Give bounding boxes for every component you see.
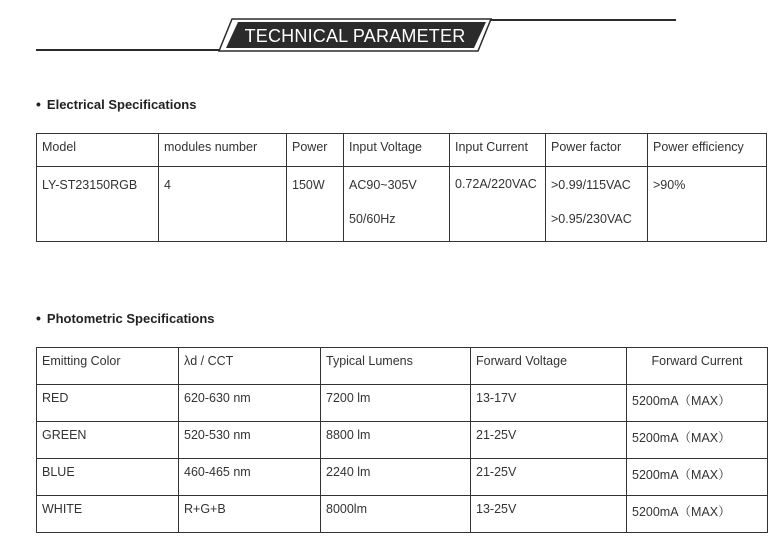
current-cell: 5200mA（MAX） <box>627 422 768 459</box>
banner-rule-left <box>36 49 242 51</box>
voltage-cell: 21-25V <box>471 422 627 459</box>
lumens-cell: 7200 lm <box>321 385 471 422</box>
model-cell: LY-ST23150RGB <box>37 167 159 242</box>
lumens-cell: 2240 lm <box>321 459 471 496</box>
photometric-heading-text: Photometric Specifications <box>46 311 215 326</box>
table-row <box>37 422 768 459</box>
bullet-icon: • <box>36 96 41 112</box>
header-cell: Typical Lumens <box>321 348 471 385</box>
current-cell: 5200mA（MAX） <box>627 385 768 422</box>
banner-rule-right <box>486 19 676 21</box>
power-factor-115: >0.99/115VAC <box>551 178 631 192</box>
voltage-cell: 13-25V <box>471 496 627 533</box>
current-cell: 5200mA（MAX） <box>627 496 768 533</box>
table-header-row <box>37 348 768 385</box>
table-row <box>37 385 768 422</box>
table-row <box>37 496 768 533</box>
header-cell: Power <box>287 134 344 167</box>
header-cell: Input Current <box>450 134 546 167</box>
header-cell: λd / CCT <box>179 348 321 385</box>
color-cell: WHITE <box>37 496 179 533</box>
voltage-cell: 13-17V <box>471 385 627 422</box>
photometric-heading <box>36 310 215 326</box>
power-factor-230: >0.95/230VAC <box>551 212 632 226</box>
header-cell: Input Voltage <box>344 134 450 167</box>
electrical-heading-text: Electrical Specifications <box>46 97 197 112</box>
color-cell: GREEN <box>37 422 179 459</box>
voltage-frequency: 50/60Hz <box>349 212 396 226</box>
header-cell: Forward Current <box>627 348 768 385</box>
lumens-cell: 8000lm <box>321 496 471 533</box>
photometric-table <box>36 347 768 533</box>
header-cell: Forward Voltage <box>471 348 627 385</box>
power-cell: 150W <box>287 167 344 242</box>
color-cell: BLUE <box>37 459 179 496</box>
header-cell: Power factor <box>546 134 648 167</box>
voltage-range: AC90~305V <box>349 178 417 192</box>
electrical-table <box>36 133 767 242</box>
current-cell: 5200mA（MAX） <box>627 459 768 496</box>
lumens-cell: 8800 lm <box>321 422 471 459</box>
voltage-cell: 21-25V <box>471 459 627 496</box>
current-cell: 0.72A/220VAC <box>450 167 546 242</box>
banner-title: TECHNICAL PARAMETER <box>244 26 466 46</box>
wavelength-cell: 520-530 nm <box>179 422 321 459</box>
wavelength-cell: 620-630 nm <box>179 385 321 422</box>
wavelength-cell: 460-465 nm <box>179 459 321 496</box>
table-header-row <box>37 134 767 167</box>
efficiency-cell: >90% <box>648 167 767 242</box>
color-cell: RED <box>37 385 179 422</box>
voltage-cell <box>344 167 450 242</box>
section-banner <box>218 18 492 52</box>
table-row <box>37 167 767 242</box>
electrical-heading <box>36 96 196 112</box>
power-factor-cell <box>546 167 648 242</box>
header-cell: Emitting Color <box>37 348 179 385</box>
header-cell: Model <box>37 134 159 167</box>
header-cell: modules number <box>159 134 287 167</box>
modules-cell: 4 <box>159 167 287 242</box>
table-row <box>37 459 768 496</box>
wavelength-cell: R+G+B <box>179 496 321 533</box>
bullet-icon: • <box>36 310 41 326</box>
header-cell: Power efficiency <box>648 134 767 167</box>
